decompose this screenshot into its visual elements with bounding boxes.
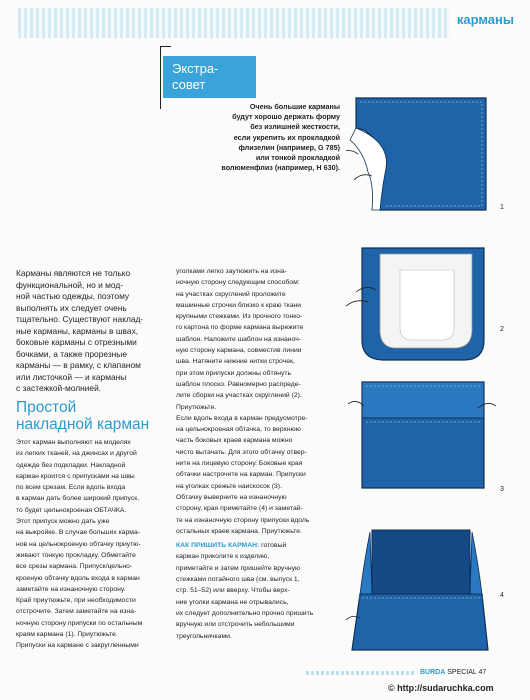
body-line: на цельнокроеная обтачка, то верхнюю xyxy=(176,426,301,434)
tip-text xyxy=(176,102,340,173)
figure-number: 2 xyxy=(500,326,504,333)
body-line: приметайте и затем пришейте вручную xyxy=(176,564,301,572)
tip-title-line: совет xyxy=(172,77,206,92)
body-line: живают тонкую прокладку. Обметайте xyxy=(16,551,136,559)
tip-line: если укрепить их прокладкой xyxy=(233,132,340,142)
body-line: уголками легко заутюжить на изна- xyxy=(176,268,287,275)
body-line: машинные строчки близко к краю ткани xyxy=(176,301,302,309)
intro-line: ной частью одежды, поэтому xyxy=(16,291,130,301)
body-line: чисто вытачать. Для этого обтачку отвер- xyxy=(176,448,307,456)
body-line: карман кроится с припусками на швы xyxy=(16,472,135,480)
intro-line: боковые карманы с отрезными xyxy=(16,337,137,347)
body-line: Если вдоль входа в карман предусмотре- xyxy=(176,414,308,422)
body-line: по всем срезам. Если вдоль входа xyxy=(16,484,126,492)
body-line: те на изнаночную сторону припуски вдоль xyxy=(176,516,310,524)
body-line: Припуски на кармане с закругленными xyxy=(16,642,139,650)
body-line: ните на лицевую сторону. Боковые края xyxy=(176,460,303,468)
body-line: крупными стежками. Из прочного тонко- xyxy=(176,313,303,321)
tip-line: волюменфлиз (например, Н 630). xyxy=(221,163,340,173)
footer-brand: BURDA xyxy=(420,669,446,676)
tip-line: флизелин (например, G 785) xyxy=(238,142,340,152)
body-line: шва. Натяните нижние нитки строчек, xyxy=(176,358,295,366)
body-line: часть боковых краев кармана можно xyxy=(176,437,293,445)
tip-line: будут хорошо держать форму xyxy=(232,112,340,122)
tip-title-line: Экстра- xyxy=(172,61,219,76)
body-line: Приутюжьте. xyxy=(176,403,217,411)
body-line: стежками потайного шва (см. выпуск 1, xyxy=(176,576,300,584)
intro-line: ные карманы, карманы в швах, xyxy=(16,325,139,336)
pocket-illustration-2 xyxy=(346,240,496,370)
figure-number: 1 xyxy=(500,204,504,211)
body-line: шаблон. Наложите шаблон на изнаноч- xyxy=(176,335,301,343)
body-line: Этот припуск можно дать уже xyxy=(16,518,110,526)
body-line: лите сборки на участках скруглений (2). xyxy=(176,392,302,400)
body-line: ную сторону кармана, совместив линии xyxy=(176,347,302,355)
pocket-illustration-3 xyxy=(346,378,496,498)
header-decor-bar xyxy=(18,8,450,38)
body-line: все срезы кармана. Припуск/цельно- xyxy=(16,563,133,571)
intro-line: с застежкой-молнией. xyxy=(16,383,102,393)
figure-number: 3 xyxy=(500,486,504,493)
body-line: из легких тканей, на джинсах и другой xyxy=(16,450,137,458)
watermark: © http://sudaruchka.com xyxy=(388,683,494,693)
body-line: кроеную обтачку вдоль входа в карман xyxy=(16,574,140,582)
pocket-illustration-4 xyxy=(346,524,496,660)
body-line: нов на цельнокроеную обтачку приутю- xyxy=(16,540,141,548)
body-line: на выкройке. В случае больших карма- xyxy=(16,529,140,537)
page-footer xyxy=(420,669,486,676)
body-line: одежде без подкладки. Накладной xyxy=(16,461,126,469)
how-to-title: КАК ПРИШИТЬ КАРМАН: xyxy=(176,542,260,550)
body-line: заметайте на изнаночную сторону. xyxy=(16,585,126,593)
intro-line: выполнять их следует очень xyxy=(16,302,127,313)
section-heading-line: накладной карман xyxy=(16,416,150,433)
body-line: карман приколите к изделию, xyxy=(176,553,270,561)
pocket-illustration-1 xyxy=(346,92,496,222)
intro-line: функциональной, но и мод- xyxy=(16,279,124,290)
body-line: треугольничками. xyxy=(176,632,232,640)
tip-title-box xyxy=(163,56,256,98)
body-line: то будет цельнокроеная ОБТАЧКА. xyxy=(16,506,127,514)
section-heading-line: Простой xyxy=(16,399,77,416)
body-line: Этот карман выполняют на моделях xyxy=(16,439,131,446)
left-column-text xyxy=(16,437,166,652)
body-line: готовый xyxy=(259,542,287,550)
body-line: ночную сторону припуски по остальным xyxy=(16,619,143,627)
section-title: карманы xyxy=(456,12,514,27)
body-line: на участках скруглений проложите xyxy=(176,290,286,298)
body-line: краям кармана (1). Приутюжьте. xyxy=(16,631,118,639)
body-line: отстрочите. Затем заметайте на изна- xyxy=(16,608,137,616)
body-line: ночную сторону следующим способом: xyxy=(176,279,300,287)
body-line: в карман дать более широкий припуск, xyxy=(16,495,140,503)
body-line: их следует дополнительно прочно пришить xyxy=(176,609,314,617)
body-line: ние уголки кармана не отрывались, xyxy=(176,598,289,606)
body-line: го картона по форме кармана вырежите xyxy=(176,324,304,332)
body-line: сторону, края приметайте (4) и заметай- xyxy=(176,505,303,513)
tip-line: без излишней жесткости, xyxy=(250,122,340,132)
body-line: при этом припуски должны обтянуть xyxy=(176,369,292,377)
page-number: 47 xyxy=(478,669,487,676)
intro-line: или листочкой — и карманы xyxy=(16,371,127,382)
intro-line: карманы — в рамку, с клапаном xyxy=(16,360,141,370)
figure-number: 4 xyxy=(500,592,504,599)
section-heading xyxy=(16,399,166,433)
body-line: стр. 51–52) или вверху. Чтобы верх- xyxy=(176,587,290,595)
body-line: шаблон плоско. Равномерно распреде- xyxy=(176,380,301,388)
intro-line: тщательно. Существуют наклад- xyxy=(16,314,144,324)
footer-special: SPECIAL xyxy=(447,669,477,676)
intro-line: бочками, а также прорезные xyxy=(16,348,127,359)
body-line: Обтачку выверните на изнаночную xyxy=(176,493,287,501)
body-line: остальных краев кармана. Приутюжьте. xyxy=(176,527,302,535)
middle-column-text xyxy=(176,266,333,642)
tip-line: или тонкой прокладкой xyxy=(255,153,340,163)
tip-line: Очень большие карманы xyxy=(249,102,340,111)
body-line: на уголках срежьте наискосок (3). xyxy=(176,482,282,490)
intro-paragraph xyxy=(16,268,161,395)
intro-line: Карманы являются не только xyxy=(16,268,131,278)
body-line: Край приутюжьте, при необходимости xyxy=(16,597,136,605)
how-to-first-line xyxy=(176,540,333,551)
footer-decor-bar xyxy=(306,671,416,675)
body-line: обтачки настрочите на карман. Припуски xyxy=(176,471,306,479)
body-line: вручную или отстрочить небольшими xyxy=(176,621,295,629)
